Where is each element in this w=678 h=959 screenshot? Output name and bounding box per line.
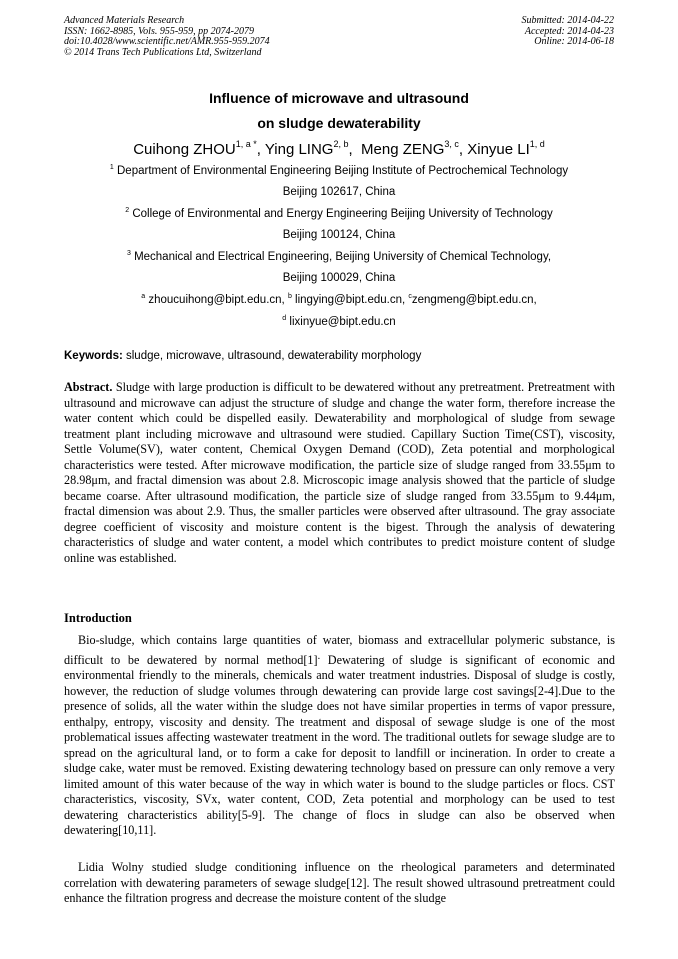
author-list: Cuihong $ZHOU^{1, a *}$, Ying LING$^{2, b}$, Meng ZENG$^{3, c}$, Xinyue LI$^{1, d}$ xyxy=(133,139,545,158)
accepted-date: Accepted: 2014-04-23 xyxy=(524,25,614,37)
issn-line: ISSN: 1662-8985, Vols. 955-959, pp 2074-2079 xyxy=(64,25,254,37)
journal-name: Advanced Materials Research xyxy=(64,15,185,26)
abstract-label: Abstract. xyxy=(64,380,113,394)
online-date: Online: 2014-06-18 xyxy=(534,36,614,47)
abstract xyxy=(64,380,615,566)
dates-header xyxy=(522,16,615,48)
affiliation-text: Department of Environmental Engineering Beijing Institute of Pectrochemical Technology xyxy=(117,165,569,177)
intro-text: Dewatering of sludge is significant of economic and environmental friendly to the minerals, chemicals and water treatment industries. Disposal of sludge is costly, however, the reduction of sludge volumes through dewatering can provide large cost savings[2-4].Due to the presence of solids, all the water within the sludge does not have similar properties in terms of vapor pressure, enthalpy, entropy, viscosity and density. The treatment and disposal of sewage sludge is one of the most problematical issues affecting wastewater treatment in the word. The traditional outlets for sewage sludge are to spread on the agricultural land, or to form a cake for deposit to landfill or incineration. In order to create a sludge cake, water must be removed. Existing dewatering technology based on pressure can only remove a very limited amount of this water because of the way in which water is bound to the sludge particles or flocs. CST characteristics, viscosity, SVx, water content, COD, Zeta potential and morphology can be used to test dewatering characteristics ability[5-9]. The change of flocs in sludge can also be observed when dewatering[10,11]. xyxy=(64,652,615,838)
abstract-text: Sludge with large production is difficult to be dewatered without any pretreatment. Pretreatment with ultrasound and microwave can adjust the structure of sludge and change the water form, therefore increase the water content which could be dispelled easily. Dewaterability and morphological of sludge from sewage treatment plant including microwave and ultrasound were studied. Capillary Suction Time(CST), viscosity, Settle Volume(SV), water content, Chemical Oxygen Demand (COD), Zeta potential and morphological characteristics were tested. After microwave modification, the particle size of sludge ranged from 33.55μm to 28.98μm, and fractal dimension was about 2.8. Microscopic image analysis showed that the particle of sludge became coarse. After ultrasound modification, the particle size of sludge ranged from 33.55μm to 9.44μm, fractal dimension was about 2.9. Thus, the smaller particles were observed after ultrasound. The gray associate degree coefficient of viscosity and moisture content is the bigest. Through the analysis of dewatering characteristics of sludge and water content, a model which contributes to predict moisture content of sludge online was established. xyxy=(64,380,615,565)
introduction-paragraph-2: Lidia Wolny studied sludge conditioning influence on the rheological parameters and determinated correlation with dewatering parameters of sewage sludge[12]. The result showed ultrasound pretreatment could enhance the filtration progress and decrease the moisture content of the sludge xyxy=(64,860,615,905)
paper-title-line2: on sludge dewaterability xyxy=(257,115,421,131)
affiliation-sup: 2 xyxy=(125,207,130,214)
affiliation-2 xyxy=(0,207,678,220)
email-a[interactable]: zhoucuihong@bipt.edu.cn, xyxy=(148,294,285,306)
email-line-2 xyxy=(0,315,678,328)
affiliation-2-city: Beijing 100124, China xyxy=(282,229,396,241)
affiliation-1 xyxy=(0,164,678,177)
author-name: Cuihong ZHOU xyxy=(133,141,236,158)
affiliation-3 xyxy=(0,250,678,263)
author-name: Xinyue LI xyxy=(467,141,530,158)
author-sup: 2, b xyxy=(333,139,349,149)
doi-line[interactable]: doi:10.4028/www.scientific.net/AMR.955-959.2074 xyxy=(64,36,270,47)
intro-sup: . xyxy=(317,650,321,662)
affiliation-text: College of Environmental and Energy Engineering Beijing University of Technology xyxy=(132,208,553,220)
author-sup: 1, a * xyxy=(235,139,257,149)
keywords xyxy=(64,350,421,362)
submitted-date: Submitted: 2014-04-22 xyxy=(521,15,614,26)
email-b[interactable]: lingying@bipt.edu.cn, xyxy=(295,294,406,306)
affiliation-1-city: Beijing 102617, China xyxy=(282,186,396,198)
copyright-line: © 2014 Trans Tech Publications Ltd, Switzerland xyxy=(64,46,262,58)
intro-text: Bio-sludge, which contains large quantities of water, biomass and extracellular polymeric substance, is difficult to be dewatered by normal method[1] xyxy=(64,633,615,667)
affiliation-3-city: Beijing 100029, China xyxy=(282,272,396,284)
author-sup: 3, c xyxy=(444,139,459,149)
email-sup: b xyxy=(287,293,292,300)
introduction-heading: Introduction xyxy=(64,611,132,625)
keywords-text: sludge, microwave, ultrasound, dewaterability morphology xyxy=(126,350,422,362)
author-name: Ying LING xyxy=(264,141,334,158)
paper-title-line1: Influence of microwave and ultrasound xyxy=(209,90,469,106)
affiliation-text: Mechanical and Electrical Engineering, Beijing University of Chemical Technology, xyxy=(134,251,552,263)
affiliation-sup: 3 xyxy=(126,250,131,257)
journal-header xyxy=(64,16,270,58)
email-sup: c xyxy=(408,293,412,300)
author-sup: 1, d xyxy=(529,139,545,149)
keywords-label: Keywords: xyxy=(64,350,123,362)
email-line-1 xyxy=(0,293,678,306)
author-name: Meng ZENG xyxy=(361,141,445,158)
email-sup: d xyxy=(282,315,287,322)
email-sup: a xyxy=(141,293,146,300)
affiliation-sup: 1 xyxy=(109,164,114,171)
introduction-paragraph-1 xyxy=(64,633,615,839)
email-d[interactable]: lixinyue@bipt.edu.cn xyxy=(289,316,396,328)
email-c[interactable]: zengmeng@bipt.edu.cn, xyxy=(411,294,537,306)
